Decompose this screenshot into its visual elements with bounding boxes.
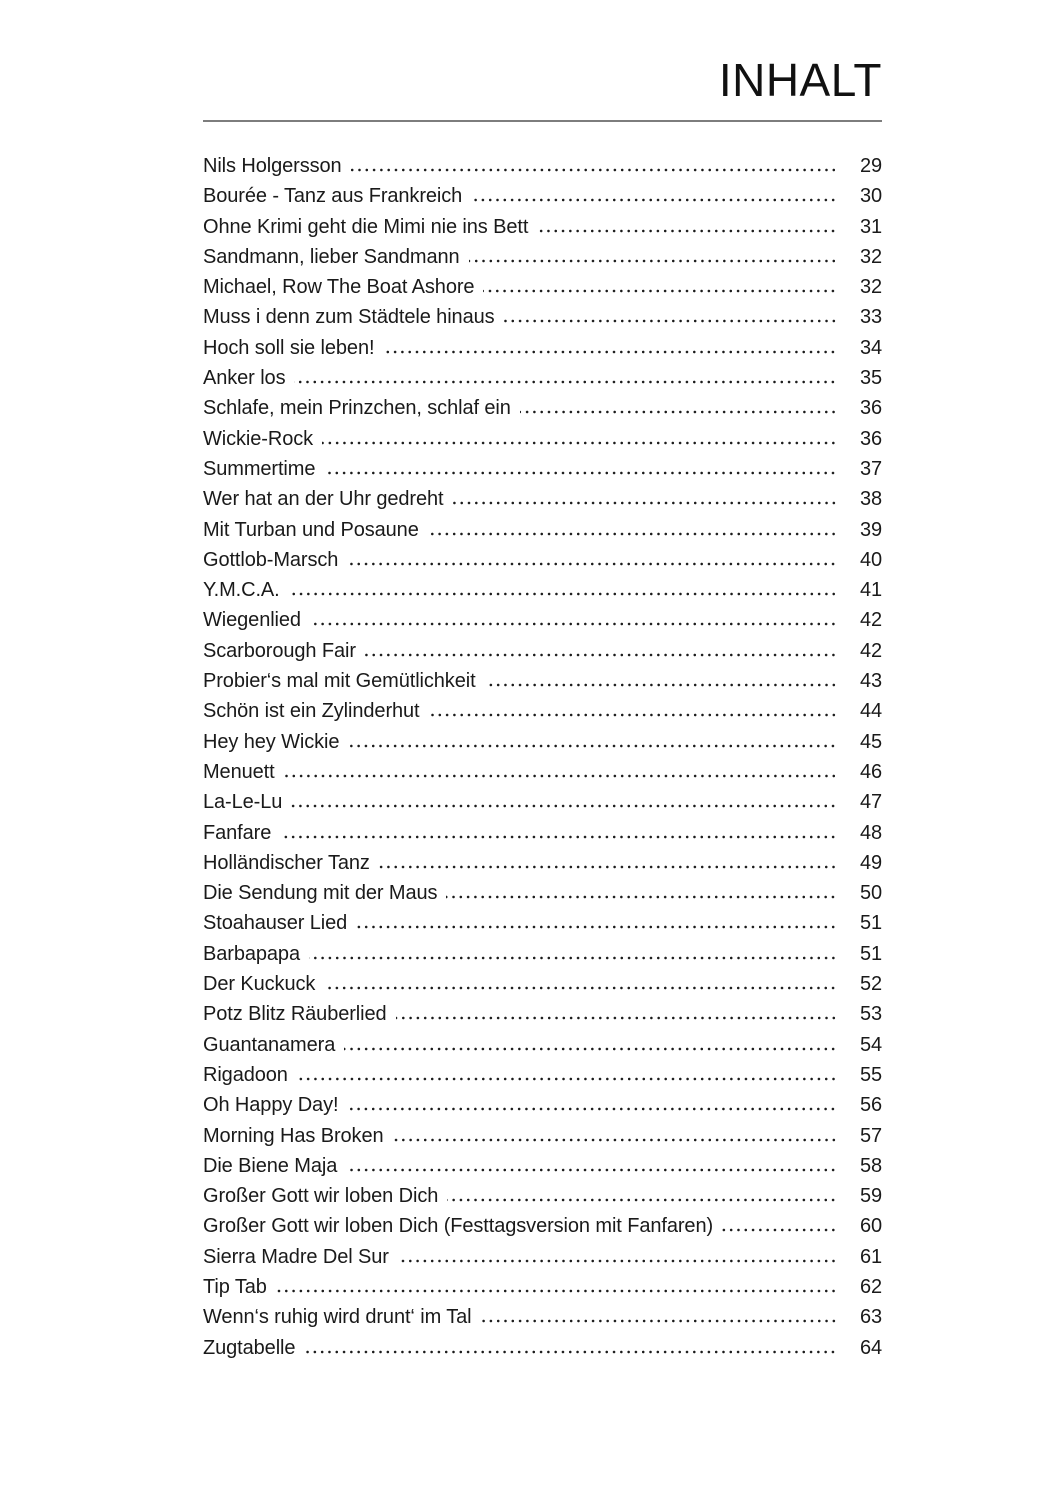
toc-entry-title: Nils Holgersson (203, 155, 342, 177)
toc-entry (203, 337, 882, 367)
toc-entry-title: Gottlob-Marsch (203, 548, 339, 571)
toc-entry (203, 458, 882, 488)
dot-leader (428, 532, 837, 536)
toc-entry-page: 39 (859, 518, 882, 541)
toc-entry-page: 54 (859, 1033, 882, 1056)
toc-entry-page: 32 (859, 245, 882, 268)
toc-entry (203, 276, 882, 306)
toc-entry (203, 912, 882, 942)
toc-entry-title: Stoahauser Lied (203, 912, 348, 935)
toc-entry-page: 42 (859, 639, 882, 662)
toc-entry-page: 60 (859, 1215, 882, 1238)
toc-entry-title: Wer hat an der Uhr gedreht (203, 488, 444, 511)
dot-leader (481, 1319, 838, 1323)
toc-entry-title: Potz Blitz Räuberlied (203, 1003, 387, 1026)
toc-entry-page: 48 (859, 821, 882, 844)
toc-entry-title: Menuett (203, 760, 275, 783)
toc-entry-page: 43 (859, 670, 882, 693)
toc-entry-title: Ohne Krimi geht die Mimi nie ins Bett (203, 215, 529, 238)
toc-entry-title: Sierra Madre Del Sur (203, 1245, 389, 1268)
toc-entry-title: Summertime (203, 457, 316, 480)
dot-leader (324, 986, 837, 990)
toc-entry (203, 973, 882, 1003)
toc-entry-title: La-Le-Lu (203, 791, 283, 814)
dot-leader (537, 229, 837, 233)
toc-entry-title: Oh Happy Day! (203, 1094, 339, 1117)
toc-entry (203, 1337, 882, 1367)
toc-entry-title: Probier‘s mal mit Gemütlichkeit (203, 670, 476, 693)
dot-leader (504, 319, 837, 323)
dot-leader (344, 1047, 837, 1051)
toc-entry-page: 31 (859, 215, 882, 238)
toc-entry (203, 1276, 882, 1306)
toc-entry-title: Die Biene Maja (203, 1154, 338, 1177)
toc-entry-title: Die Sendung mit der Maus (203, 882, 438, 905)
dot-leader (310, 622, 837, 626)
toc-entry (203, 1064, 882, 1094)
toc-entry (203, 761, 882, 791)
toc-entry-page: 59 (859, 1185, 882, 1208)
toc-entry-page: 57 (859, 1124, 882, 1147)
toc-entry (203, 185, 882, 215)
toc-entry-title: Mit Turban und Posaune (203, 518, 419, 541)
toc-entry-page: 29 (859, 155, 882, 177)
toc-entry-page: 44 (859, 700, 882, 723)
dot-leader (309, 956, 837, 960)
dot-leader (347, 1107, 837, 1111)
dot-leader (276, 1289, 837, 1293)
toc-entry-title: Rigadoon (203, 1063, 288, 1086)
toc-entry (203, 700, 882, 730)
dot-leader (346, 1168, 837, 1172)
toc-entry-page: 58 (859, 1154, 882, 1177)
toc-entry-page: 52 (859, 973, 882, 996)
toc-entry-page: 41 (859, 579, 882, 602)
toc-entry (203, 1034, 882, 1064)
dot-leader (447, 1198, 837, 1202)
toc-entry-title: Y.M.C.A. (203, 579, 280, 602)
toc-entry-title: Muss i denn zum Städtele hinaus (203, 306, 495, 329)
dot-leader (347, 562, 837, 566)
toc-entry-page: 32 (859, 276, 882, 299)
toc-entry-title: Großer Gott wir loben Dich (203, 1185, 439, 1208)
toc-entry (203, 488, 882, 518)
dot-leader (297, 1077, 837, 1081)
dot-leader (469, 259, 837, 263)
toc-entry-title: Anker los (203, 367, 286, 390)
toc-entry-page: 63 (859, 1306, 882, 1329)
toc-entry-title: Wiegenlied (203, 609, 301, 632)
toc-entry-page: 51 (859, 912, 882, 935)
toc-entry-title: Fanfare (203, 821, 272, 844)
toc-entry (203, 1125, 882, 1155)
dot-leader (322, 441, 837, 445)
toc-entry-title: Guantanamera (203, 1033, 336, 1056)
dot-leader (324, 471, 837, 475)
toc-entry-page: 36 (859, 427, 882, 450)
toc-entry-title: Holländischer Tanz (203, 851, 370, 874)
toc-entry-title: Bourée - Tanz aus Frankreich (203, 185, 463, 208)
toc-entry-page: 37 (859, 457, 882, 480)
dot-leader (446, 895, 837, 899)
toc-entry-title: Schön ist ein Zylinderhut (203, 700, 420, 723)
dot-leader (294, 380, 837, 384)
dot-leader (291, 804, 837, 808)
toc-entry-title: Sandmann, lieber Sandmann (203, 245, 460, 268)
toc-entry-title: Barbapapa (203, 942, 300, 965)
toc-entry (203, 306, 882, 336)
toc-entry-page: 61 (859, 1245, 882, 1268)
toc-entry (203, 1094, 882, 1124)
contents-page (203, 0, 882, 1367)
toc-entry (203, 1215, 882, 1245)
toc-entry-title: Wickie-Rock (203, 427, 314, 450)
toc-entry-page: 62 (859, 1275, 882, 1298)
dot-leader (520, 410, 837, 414)
toc-entry-title: Wenn‘s ruhig wird drunt‘ im Tal (203, 1306, 472, 1329)
toc-entry-title: Schlafe, mein Prinzchen, schlaf ein (203, 397, 511, 420)
toc-entry (203, 852, 882, 882)
toc-entry (203, 943, 882, 973)
toc-entry (203, 1246, 882, 1276)
dot-leader (280, 835, 837, 839)
toc-entry-title: Michael, Row The Boat Ashore (203, 276, 475, 299)
toc-entry-page: 50 (859, 882, 882, 905)
toc-entry-page: 56 (859, 1094, 882, 1117)
toc-entry (203, 579, 882, 609)
dot-leader (356, 925, 837, 929)
toc-entry-title: Zugtabelle (203, 1336, 296, 1359)
toc-entry-page: 38 (859, 488, 882, 511)
toc-entry-page: 46 (859, 760, 882, 783)
dot-leader (485, 683, 837, 687)
toc-entry (203, 670, 882, 700)
toc-entry-page: 47 (859, 791, 882, 814)
toc-entry-page: 51 (859, 942, 882, 965)
toc-entry (203, 397, 882, 427)
toc-entry (203, 640, 882, 670)
toc-entry-page: 45 (859, 730, 882, 753)
dot-leader (348, 744, 837, 748)
toc-entry (203, 367, 882, 397)
dot-leader (379, 865, 837, 869)
toc-entry (203, 216, 882, 246)
dot-leader (453, 501, 838, 505)
toc-entry-title: Hey hey Wickie (203, 730, 340, 753)
dot-leader (722, 1228, 837, 1232)
toc-entry-page: 36 (859, 397, 882, 420)
header-rule (203, 120, 882, 122)
toc-entry-page: 33 (859, 306, 882, 329)
dot-leader (383, 350, 837, 354)
dot-leader (483, 289, 837, 293)
toc-entry (203, 155, 882, 185)
dot-leader (393, 1138, 837, 1142)
dot-leader (429, 713, 837, 717)
toc-list (203, 155, 882, 1367)
toc-entry-page: 40 (859, 548, 882, 571)
toc-entry (203, 428, 882, 458)
toc-entry (203, 791, 882, 821)
toc-entry-title: Hoch soll sie leben! (203, 336, 375, 359)
toc-entry-title: Scarborough Fair (203, 639, 356, 662)
toc-entry (203, 1306, 882, 1336)
toc-entry (203, 1003, 882, 1033)
toc-entry-title: Morning Has Broken (203, 1124, 384, 1147)
toc-entry (203, 549, 882, 579)
toc-entry-page: 34 (859, 336, 882, 359)
toc-entry (203, 822, 882, 852)
toc-entry-page: 55 (859, 1063, 882, 1086)
dot-leader (289, 592, 837, 596)
toc-entry-page: 49 (859, 851, 882, 874)
toc-entry-page: 30 (859, 185, 882, 208)
toc-entry (203, 609, 882, 639)
dot-leader (304, 1350, 837, 1354)
toc-entry-title: Großer Gott wir loben Dich (Festtagsversion mit Fanfaren) (203, 1215, 714, 1238)
toc-entry-page: 42 (859, 609, 882, 632)
toc-entry (203, 246, 882, 276)
toc-entry-title: Tip Tab (203, 1275, 267, 1298)
dot-leader (365, 653, 837, 657)
toc-entry (203, 1185, 882, 1215)
dot-leader (398, 1259, 837, 1263)
toc-entry-page: 64 (859, 1336, 882, 1359)
toc-entry (203, 882, 882, 912)
dot-leader (351, 168, 837, 172)
page-title: INHALT (718, 54, 882, 106)
dot-leader (396, 1016, 837, 1020)
toc-entry (203, 1155, 882, 1185)
dot-leader (471, 198, 837, 202)
toc-entry (203, 519, 882, 549)
dot-leader (284, 774, 837, 778)
toc-entry-page: 35 (859, 367, 882, 390)
toc-entry (203, 731, 882, 761)
toc-entry-page: 53 (859, 1003, 882, 1026)
toc-entry-title: Der Kuckuck (203, 973, 316, 996)
